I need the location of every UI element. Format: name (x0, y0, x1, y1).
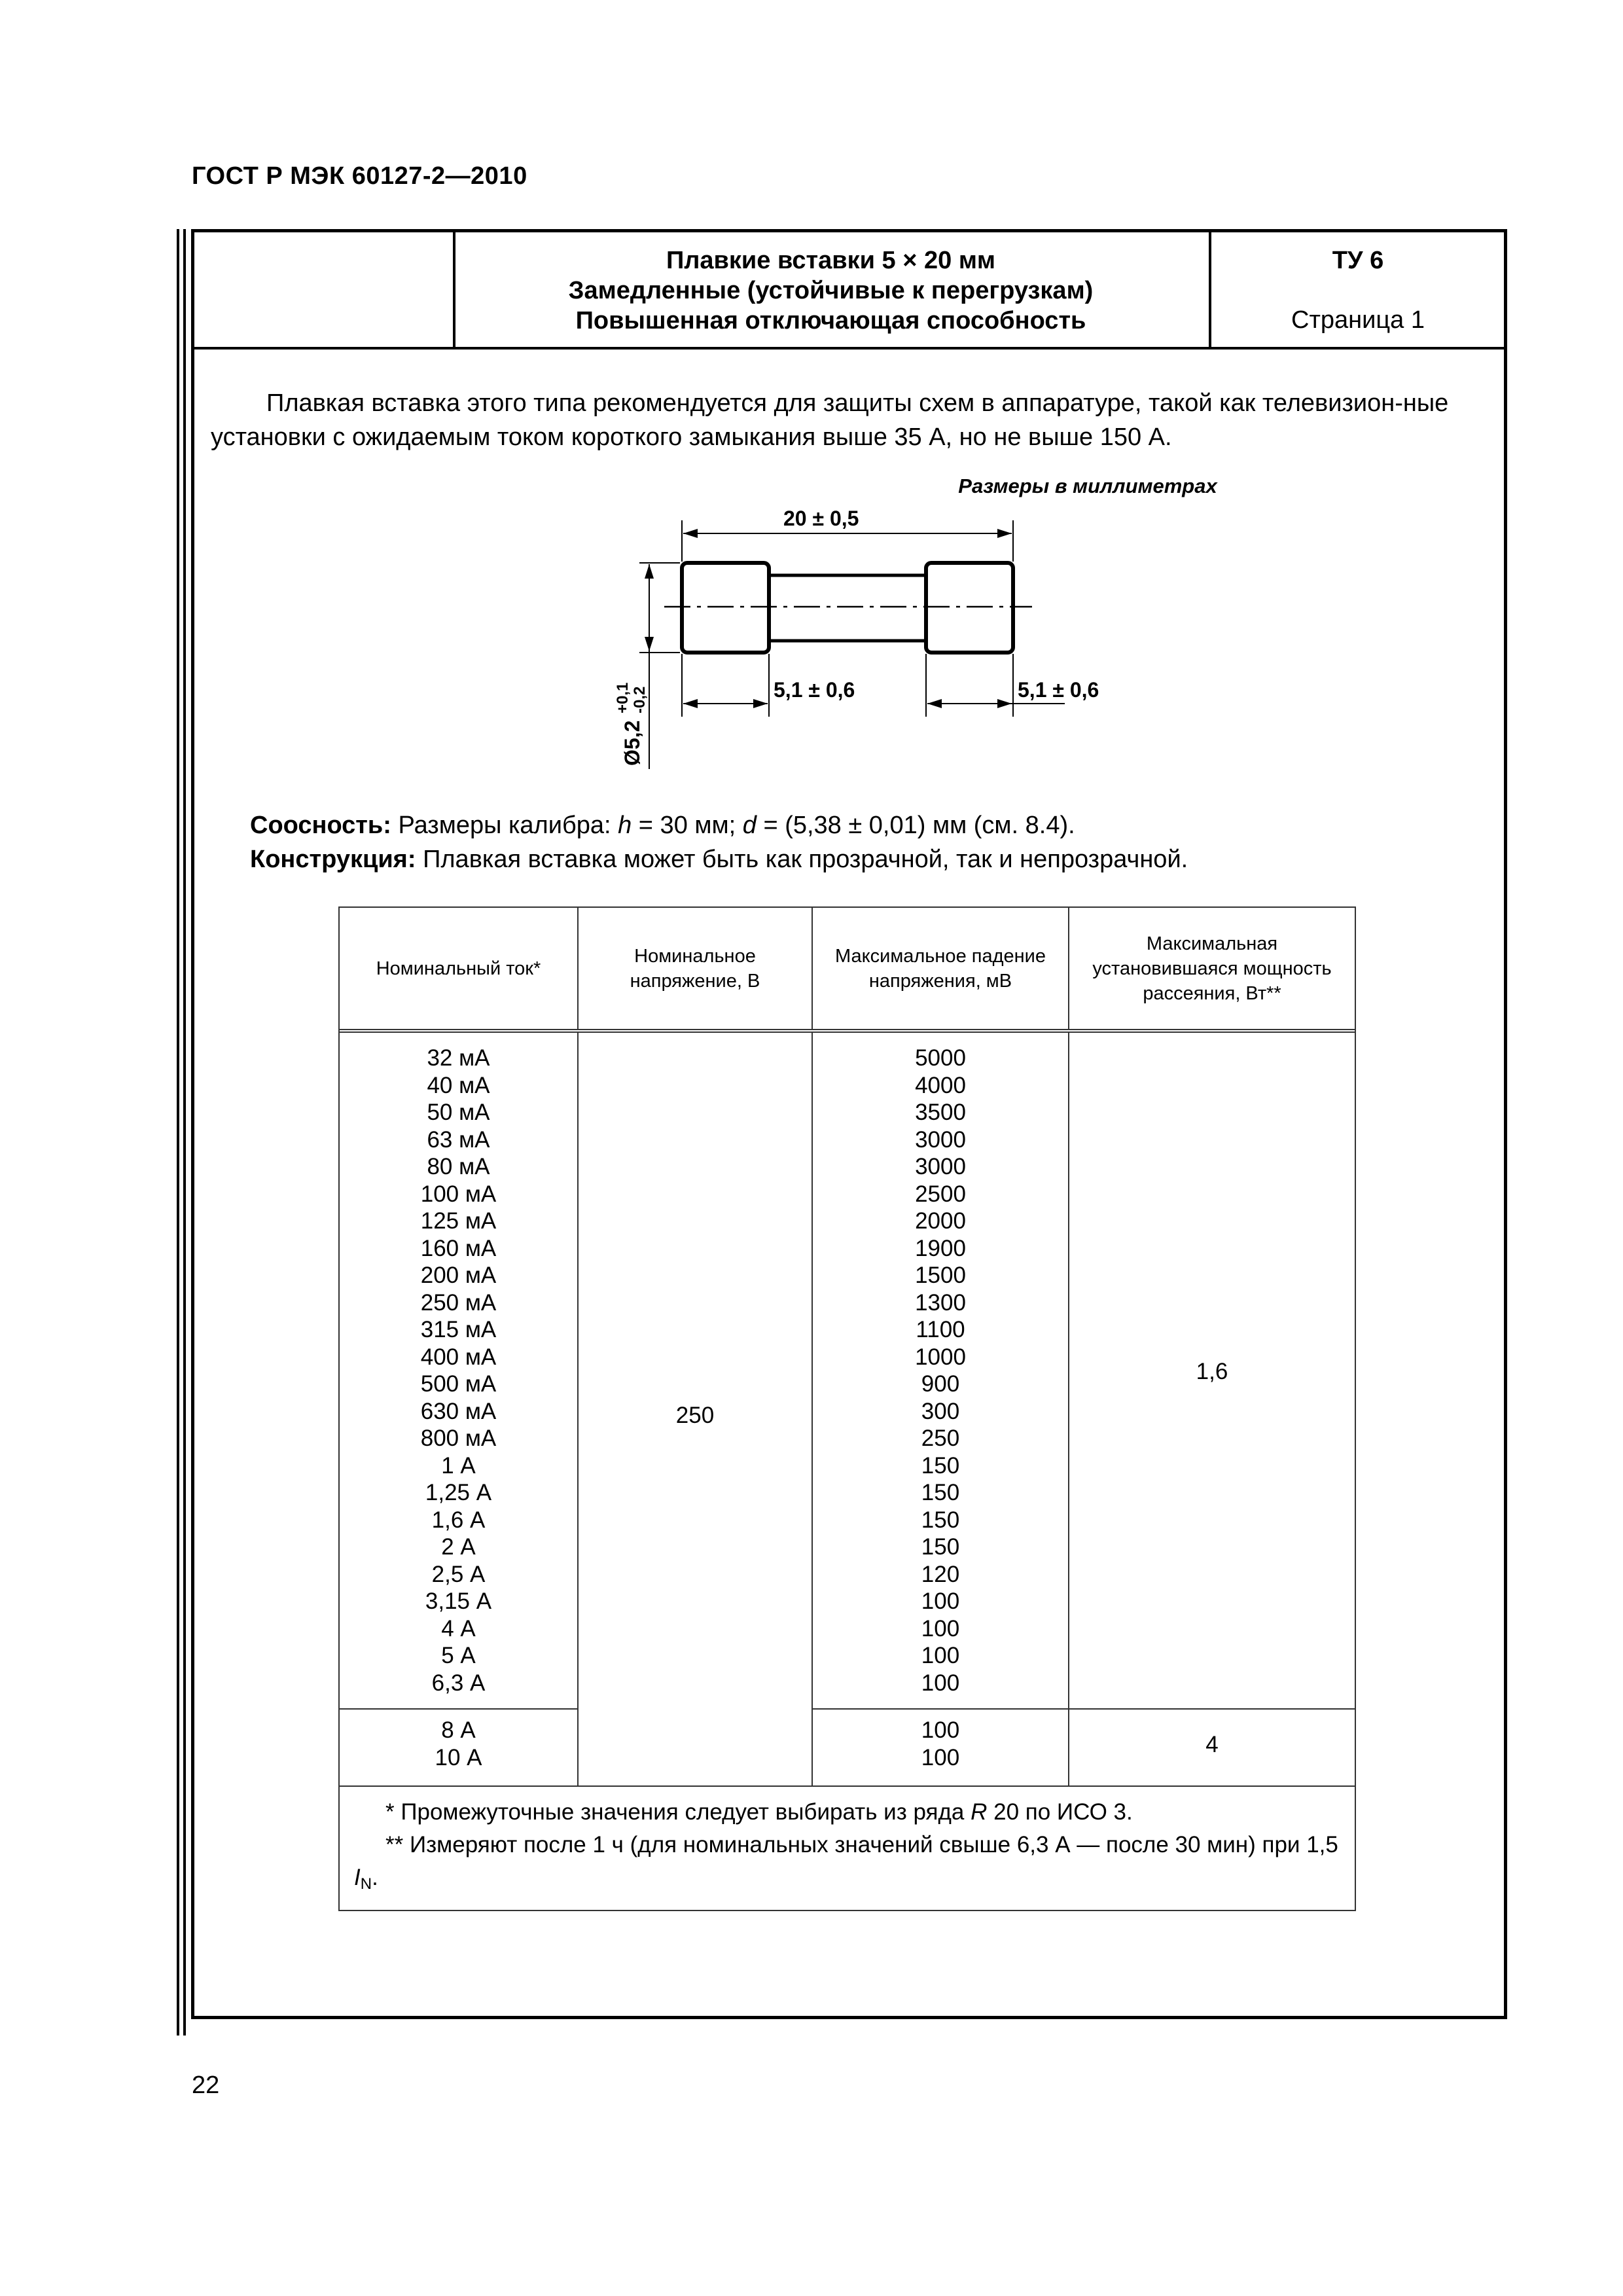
footnote-subscript: N (360, 1875, 372, 1893)
drop-list-group1 (813, 1045, 1068, 1696)
diameter-upper-tolerance: +0,1 (614, 682, 632, 713)
header-rated-voltage: Номинальное напряжение, В (579, 908, 813, 1029)
current-cell: 125 мА (420, 1208, 497, 1234)
document-code: ГОСТ Р МЭК 60127-2—2010 (192, 162, 527, 190)
current-cell: 2,5 А (431, 1561, 486, 1587)
ratings-table (338, 906, 1356, 1911)
footnote-r-symbol: R (971, 1799, 988, 1825)
fuse-right-cap (926, 563, 1013, 653)
overall-length-label: 20 ± 0,5 (783, 507, 859, 530)
header-max-voltage-drop: Максимальное падение напряжения, мВ (813, 908, 1069, 1029)
voltage-drop-cell: 100 (921, 1588, 960, 1614)
alignment-label: Соосность: (250, 812, 391, 839)
voltage-drop-cell: 100 (921, 1744, 960, 1770)
construction-label: Конструкция: (250, 846, 416, 873)
drop-column (813, 1033, 1069, 1785)
current-cell: 32 мА (427, 1045, 490, 1071)
table-footnotes (340, 1785, 1355, 1910)
rated-voltage-value: 250 (675, 1403, 715, 1428)
dimensions-caption: Размеры в миллиметрах (958, 475, 1217, 497)
current-cell: 400 мА (420, 1344, 497, 1370)
sheet-code: ТУ 6 (1332, 247, 1384, 274)
current-column (340, 1033, 579, 1785)
diameter-label: Ø5,2 (620, 720, 644, 766)
header-max-power: Максимальная установившаяся мощность рассеяния, Вт** (1092, 933, 1332, 1004)
voltage-drop-cell: 100 (921, 1717, 960, 1743)
current-cell: 100 мА (420, 1181, 497, 1207)
current-cell: 5 А (441, 1643, 476, 1668)
voltage-drop-cell: 900 (921, 1371, 960, 1397)
voltage-drop-cell: 100 (921, 1643, 960, 1668)
alignment-h-symbol: h (618, 812, 632, 839)
sheet-page-label: Страница 1 (1291, 306, 1425, 334)
row-divider (813, 1708, 1068, 1710)
voltage-drop-cell: 1900 (915, 1235, 966, 1261)
current-cell: 4 А (441, 1615, 476, 1641)
footnote-1 (354, 1796, 1340, 1829)
voltage-drop-cell: 5000 (915, 1045, 966, 1071)
voltage-drop-cell: 150 (921, 1534, 960, 1560)
voltage-drop-cell: 3000 (915, 1126, 966, 1153)
current-cell: 500 мА (420, 1371, 497, 1397)
right-cap-length-label: 5,1 ± 0,6 (1018, 678, 1099, 702)
fuse-drawing (561, 507, 1099, 782)
voltage-drop-cell: 1500 (915, 1263, 966, 1288)
header-code-cell (1212, 232, 1504, 347)
current-cell: 1,25 А (425, 1480, 492, 1505)
alignment-text: = 30 мм; (632, 812, 743, 839)
footnote-text: 20 по ИСО 3. (987, 1799, 1133, 1825)
voltage-drop-cell: 150 (921, 1480, 960, 1505)
row-divider (1069, 1708, 1355, 1710)
current-list-group2 (340, 1717, 577, 1771)
voltage-drop-cell: 100 (921, 1670, 960, 1696)
footnote-text: . (372, 1865, 378, 1890)
voltage-drop-cell: 300 (921, 1398, 960, 1424)
sheet-title (453, 245, 1209, 336)
fuse-body (769, 575, 926, 641)
footnote-i-symbol: I (354, 1865, 361, 1890)
sheet-frame (191, 229, 1507, 2019)
binding-line (183, 229, 186, 2036)
header-empty-cell (194, 232, 455, 347)
row-divider (340, 1708, 577, 1710)
footnote-text: * Промежуточные значения следует выбирать из ряда (385, 1799, 971, 1825)
power-value-group2: 4 (1205, 1732, 1219, 1757)
table-header-row (340, 908, 1355, 1033)
current-cell: 2 А (441, 1534, 476, 1560)
header-title-cell (453, 232, 1211, 347)
header-rated-current: Номинальный ток* (340, 908, 579, 1029)
voltage-drop-cell: 4000 (915, 1072, 966, 1098)
current-cell: 800 мА (420, 1426, 497, 1451)
voltage-drop-cell: 2500 (915, 1181, 966, 1207)
title-line-3: Повышенная отключающая способность (575, 307, 1086, 334)
current-cell: 315 мА (420, 1317, 497, 1342)
current-cell: 50 мА (427, 1100, 490, 1125)
title-line-1: Плавкие вставки 5 × 20 мм (666, 247, 996, 274)
voltage-column (579, 1033, 813, 1785)
alignment-note (250, 808, 1480, 842)
diameter-lower-tolerance: -0,2 (631, 686, 649, 713)
current-cell: 63 мА (427, 1126, 490, 1153)
current-cell: 6,3 А (431, 1670, 486, 1696)
voltage-drop-cell: 100 (921, 1615, 960, 1641)
current-cell: 80 мА (427, 1154, 490, 1179)
notes-block (250, 808, 1480, 876)
voltage-drop-cell: 1100 (916, 1317, 965, 1342)
current-cell: 40 мА (427, 1072, 490, 1098)
voltage-drop-cell: 2000 (915, 1208, 966, 1234)
current-cell: 8 А (441, 1717, 476, 1743)
intro-paragraph: Плавкая вставка этого типа рекомендуется для защиты схем в аппаратуре, такой как телевизион-ные установки с ожидаемым током короткого замыкания выше 35 А, но не выше 150 А. (211, 389, 1449, 451)
current-cell: 10 А (435, 1744, 482, 1770)
voltage-drop-cell: 3000 (915, 1154, 966, 1179)
voltage-drop-cell: 150 (921, 1507, 960, 1533)
binding-line (177, 229, 179, 2036)
voltage-drop-cell: 120 (921, 1561, 960, 1587)
current-cell: 630 мА (420, 1398, 497, 1424)
current-cell: 250 мА (420, 1289, 497, 1316)
voltage-drop-cell: 1300 (915, 1289, 966, 1316)
title-line-2: Замедленные (устойчивые к перегрузкам) (568, 277, 1094, 304)
construction-text: Плавкая вставка может быть как прозрачной, так и непрозрачной. (416, 846, 1188, 873)
voltage-drop-cell: 3500 (915, 1100, 966, 1125)
voltage-drop-cell: 250 (921, 1426, 960, 1451)
footnote-2 (354, 1829, 1340, 1901)
drop-list-group2 (813, 1717, 1068, 1771)
alignment-text: Размеры калибра: (391, 812, 618, 839)
alignment-text: = (5,38 ± 0,01) мм (см. 8.4). (756, 812, 1075, 839)
power-column (1069, 1033, 1355, 1785)
voltage-drop-cell: 1000 (915, 1344, 966, 1370)
left-cap-length-label: 5,1 ± 0,6 (774, 678, 855, 702)
current-cell: 200 мА (420, 1263, 497, 1288)
current-cell: 3,15 А (425, 1588, 492, 1614)
page-number: 22 (192, 2072, 220, 2099)
current-cell: 160 мА (420, 1235, 497, 1261)
construction-note (250, 842, 1480, 876)
alignment-d-symbol: d (742, 812, 757, 839)
fuse-left-cap (682, 563, 769, 653)
current-cell: 1,6 А (431, 1507, 486, 1533)
power-value-group1: 1,6 (1196, 1359, 1228, 1384)
current-cell: 1 А (441, 1452, 476, 1479)
voltage-drop-cell: 150 (921, 1452, 960, 1479)
table-body (340, 1033, 1355, 1785)
current-list-group1 (340, 1045, 577, 1696)
sheet-header (194, 232, 1504, 350)
footnote-text: ** Измеряют после 1 ч (для номинальных значений свыше 6,3 А — после 30 мин) при 1,5 (385, 1832, 1338, 1857)
